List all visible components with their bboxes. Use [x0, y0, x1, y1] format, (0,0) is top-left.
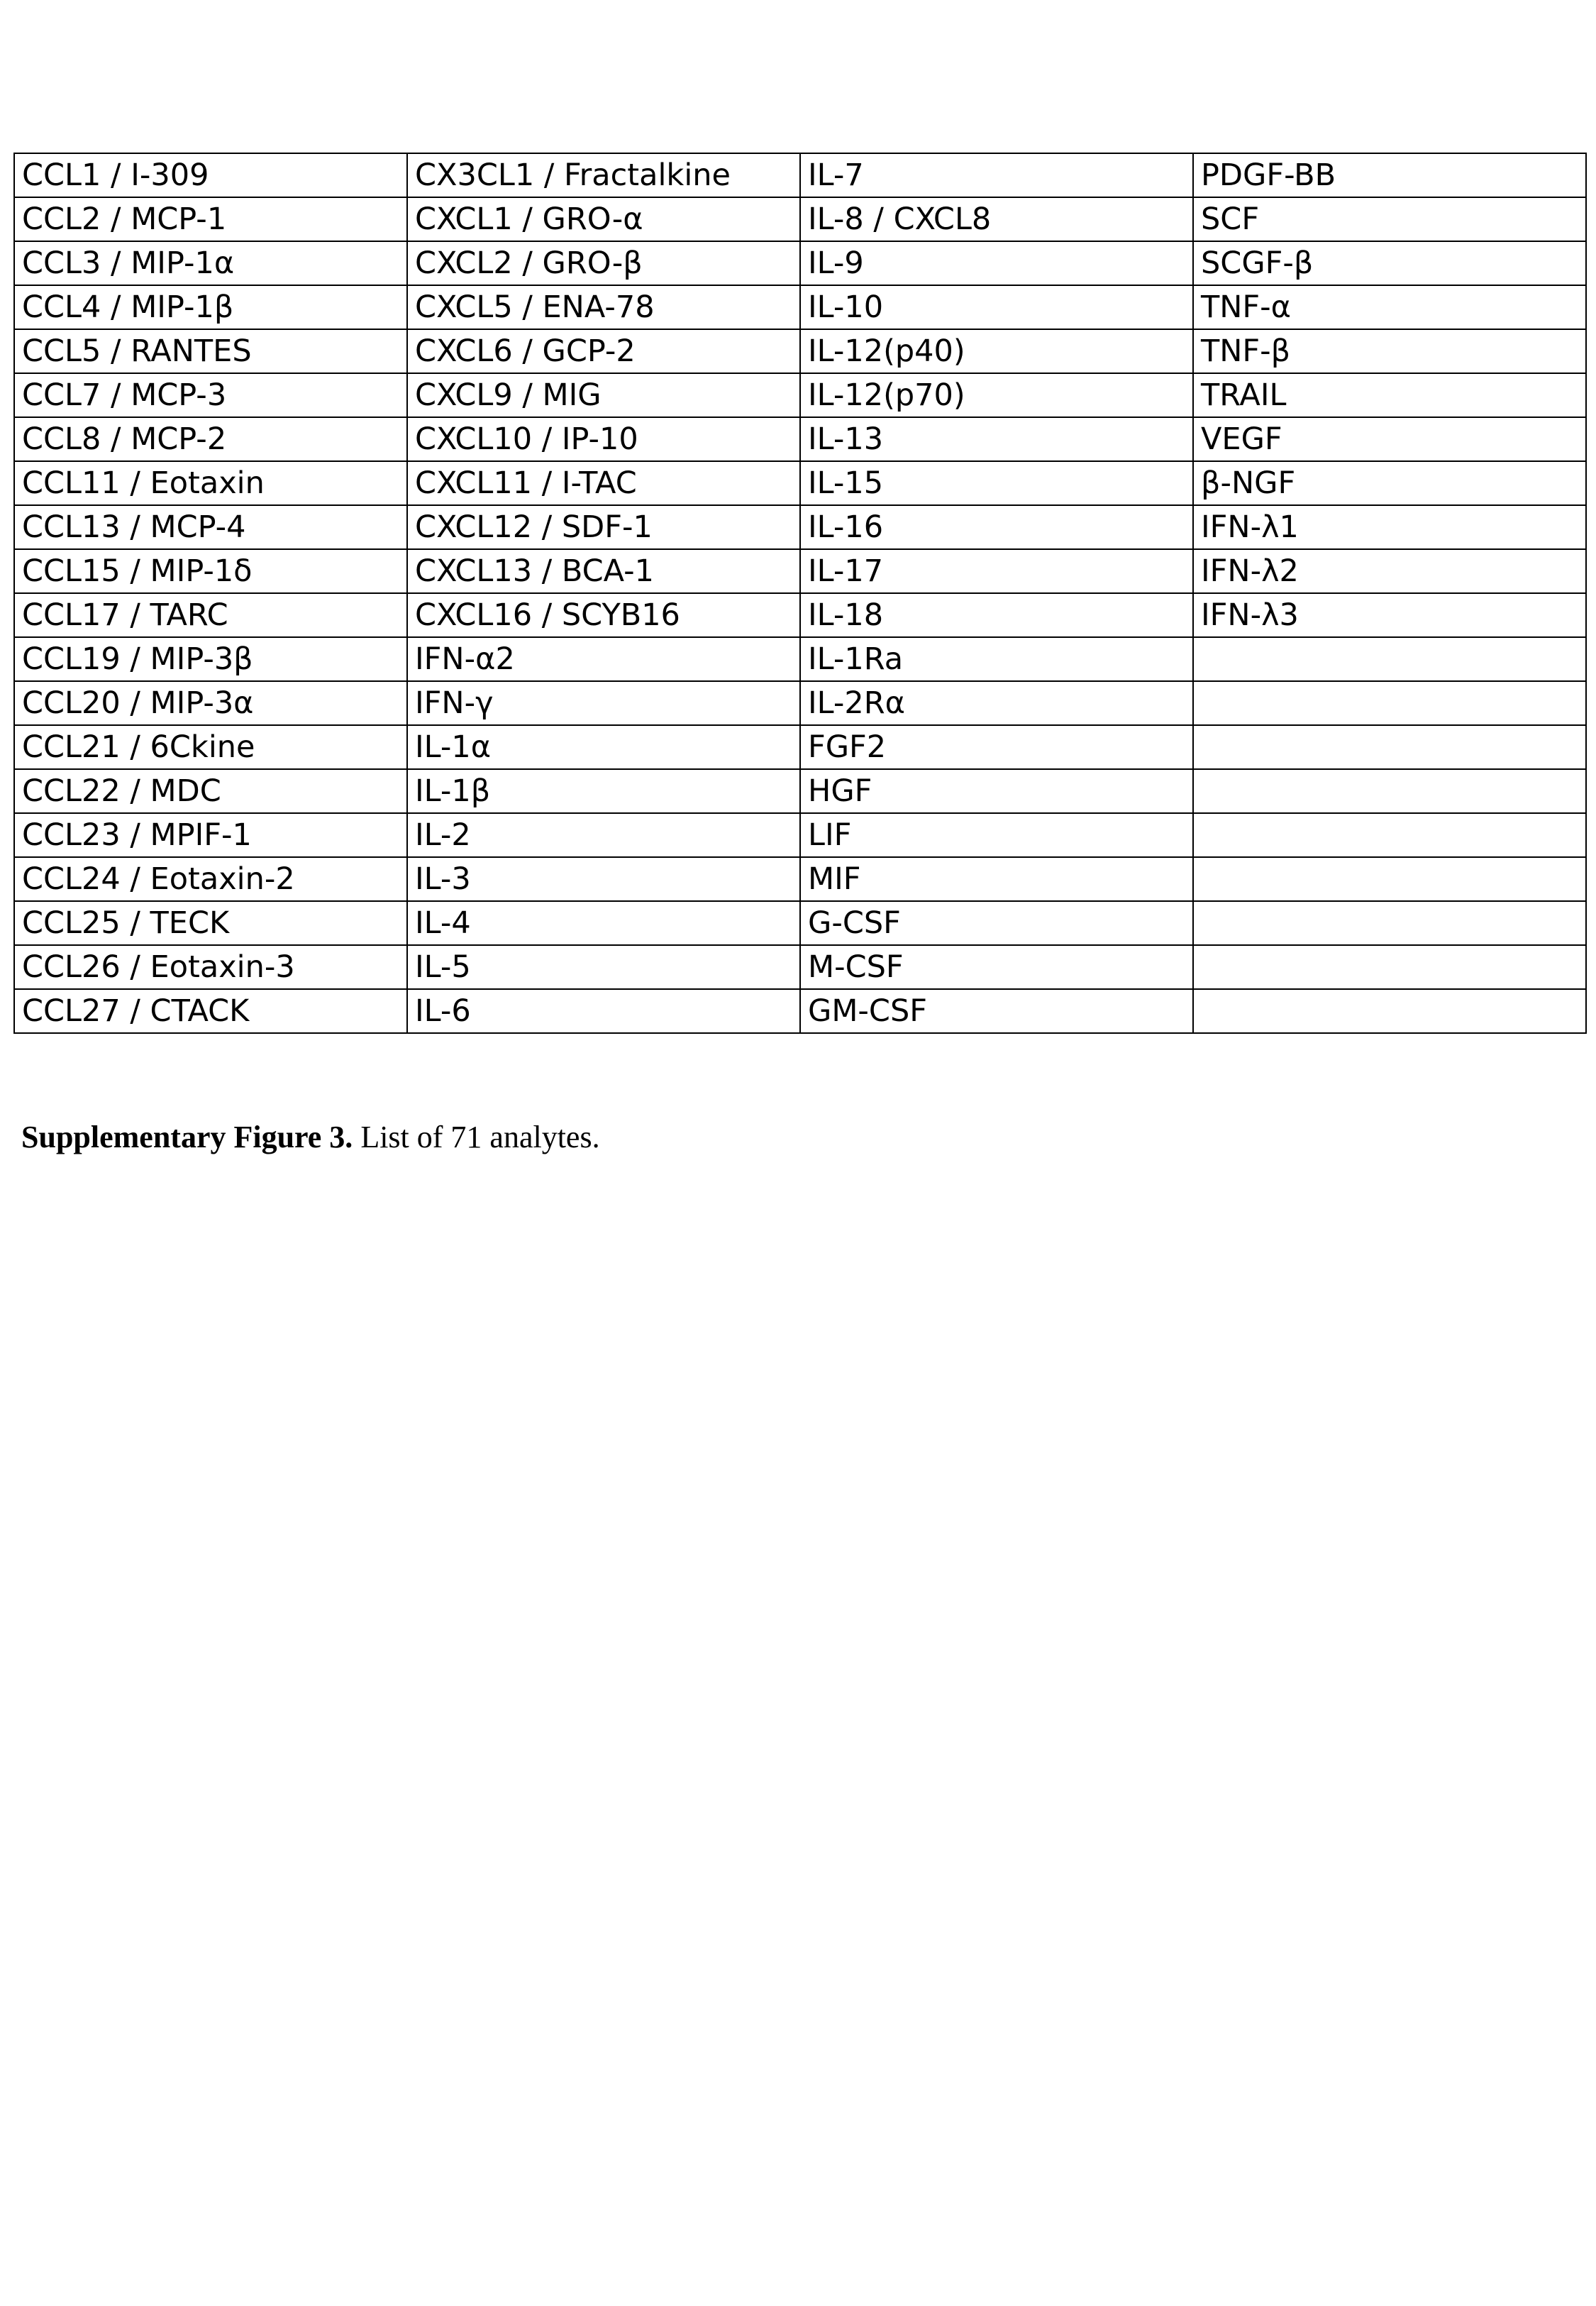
table-cell: IL-10 — [800, 285, 1193, 329]
table-row — [14, 505, 1586, 549]
table-cell — [1193, 725, 1586, 769]
table-cell: CCL1 / I-309 — [14, 153, 407, 197]
table-row — [14, 241, 1586, 285]
table-cell: CCL19 / MIP-3β — [14, 637, 407, 681]
table-row — [14, 637, 1586, 681]
table-cell: CXCL10 / IP-10 — [407, 417, 800, 461]
table-row — [14, 857, 1586, 901]
table-cell: CXCL2 / GRO-β — [407, 241, 800, 285]
table-cell: CX3CL1 / Fractalkine — [407, 153, 800, 197]
table-cell: IL-17 — [800, 549, 1193, 593]
table-row — [14, 681, 1586, 725]
table-cell: CCL24 / Eotaxin-2 — [14, 857, 407, 901]
table-row — [14, 153, 1586, 197]
table-row — [14, 989, 1586, 1033]
table-row — [14, 285, 1586, 329]
table-cell: MIF — [800, 857, 1193, 901]
table-cell: CXCL6 / GCP-2 — [407, 329, 800, 373]
table-cell: TNF-α — [1193, 285, 1586, 329]
table-row — [14, 725, 1586, 769]
table-cell: CCL2 / MCP-1 — [14, 197, 407, 241]
table-cell: CCL27 / CTACK — [14, 989, 407, 1033]
table-cell: IFN-λ2 — [1193, 549, 1586, 593]
table-cell — [1193, 901, 1586, 945]
table-cell: CXCL1 / GRO-α — [407, 197, 800, 241]
analyte-table — [13, 153, 1587, 1034]
table-row — [14, 549, 1586, 593]
table-cell: IL-4 — [407, 901, 800, 945]
table-cell: IL-1α — [407, 725, 800, 769]
table-cell: CCL22 / MDC — [14, 769, 407, 813]
table-cell: CCL15 / MIP-1δ — [14, 549, 407, 593]
table-cell: CCL4 / MIP-1β — [14, 285, 407, 329]
table-row — [14, 329, 1586, 373]
table-cell — [1193, 989, 1586, 1033]
table-cell: CXCL16 / SCYB16 — [407, 593, 800, 637]
table-cell: CCL11 / Eotaxin — [14, 461, 407, 505]
table-cell: CCL25 / TECK — [14, 901, 407, 945]
table-cell: IFN-α2 — [407, 637, 800, 681]
table-cell — [1193, 945, 1586, 989]
table-cell: IL-12(p70) — [800, 373, 1193, 417]
table-row — [14, 417, 1586, 461]
table-cell: IL-2 — [407, 813, 800, 857]
table-row — [14, 593, 1586, 637]
caption-text: List of 71 analytes. — [353, 1120, 600, 1154]
table-cell: IL-15 — [800, 461, 1193, 505]
table-cell: CCL8 / MCP-2 — [14, 417, 407, 461]
table-row — [14, 901, 1586, 945]
table-cell: IFN-λ1 — [1193, 505, 1586, 549]
table-cell — [1193, 857, 1586, 901]
table-cell: HGF — [800, 769, 1193, 813]
table-cell: IL-8 / CXCL8 — [800, 197, 1193, 241]
caption-label: Supplementary Figure 3. — [21, 1120, 353, 1154]
table-cell — [1193, 813, 1586, 857]
table-cell: IL-1Ra — [800, 637, 1193, 681]
table-cell — [1193, 637, 1586, 681]
table-cell: IFN-λ3 — [1193, 593, 1586, 637]
table-row — [14, 197, 1586, 241]
table-cell: CCL17 / TARC — [14, 593, 407, 637]
table-row — [14, 373, 1586, 417]
table-cell: CXCL12 / SDF-1 — [407, 505, 800, 549]
table-cell: CCL20 / MIP-3α — [14, 681, 407, 725]
table-cell: M-CSF — [800, 945, 1193, 989]
table-cell: IL-6 — [407, 989, 800, 1033]
table-cell: SCGF-β — [1193, 241, 1586, 285]
table-cell — [1193, 681, 1586, 725]
table-row — [14, 945, 1586, 989]
table-cell: IL-2Rα — [800, 681, 1193, 725]
table-cell: CCL5 / RANTES — [14, 329, 407, 373]
table-row — [14, 461, 1586, 505]
table-cell: CCL13 / MCP-4 — [14, 505, 407, 549]
table-cell: CXCL9 / MIG — [407, 373, 800, 417]
table-cell — [1193, 769, 1586, 813]
table-cell: IL-3 — [407, 857, 800, 901]
table-cell: IL-5 — [407, 945, 800, 989]
table-cell: PDGF-BB — [1193, 153, 1586, 197]
table-cell: CCL23 / MPIF-1 — [14, 813, 407, 857]
table-cell: IL-13 — [800, 417, 1193, 461]
table-cell: GM-CSF — [800, 989, 1193, 1033]
table-cell: IL-7 — [800, 153, 1193, 197]
table-cell: IL-1β — [407, 769, 800, 813]
table-cell: IL-12(p40) — [800, 329, 1193, 373]
table-cell: CXCL5 / ENA-78 — [407, 285, 800, 329]
figure-caption — [21, 1118, 600, 1157]
table-cell: IL-9 — [800, 241, 1193, 285]
table-cell: CXCL11 / I-TAC — [407, 461, 800, 505]
table-cell: TNF-β — [1193, 329, 1586, 373]
table-cell: CXCL13 / BCA-1 — [407, 549, 800, 593]
analyte-table-body — [14, 153, 1586, 1033]
table-cell: CCL7 / MCP-3 — [14, 373, 407, 417]
table-cell: SCF — [1193, 197, 1586, 241]
table-cell: VEGF — [1193, 417, 1586, 461]
table-cell: IL-18 — [800, 593, 1193, 637]
table-row — [14, 813, 1586, 857]
table-cell: CCL21 / 6Ckine — [14, 725, 407, 769]
table-cell: CCL26 / Eotaxin-3 — [14, 945, 407, 989]
table-cell: G-CSF — [800, 901, 1193, 945]
table-cell: LIF — [800, 813, 1193, 857]
table-cell: IFN-γ — [407, 681, 800, 725]
table-cell: TRAIL — [1193, 373, 1586, 417]
table-cell: β-NGF — [1193, 461, 1586, 505]
table-row — [14, 769, 1586, 813]
table-cell: IL-16 — [800, 505, 1193, 549]
table-cell: FGF2 — [800, 725, 1193, 769]
table-cell: CCL3 / MIP-1α — [14, 241, 407, 285]
